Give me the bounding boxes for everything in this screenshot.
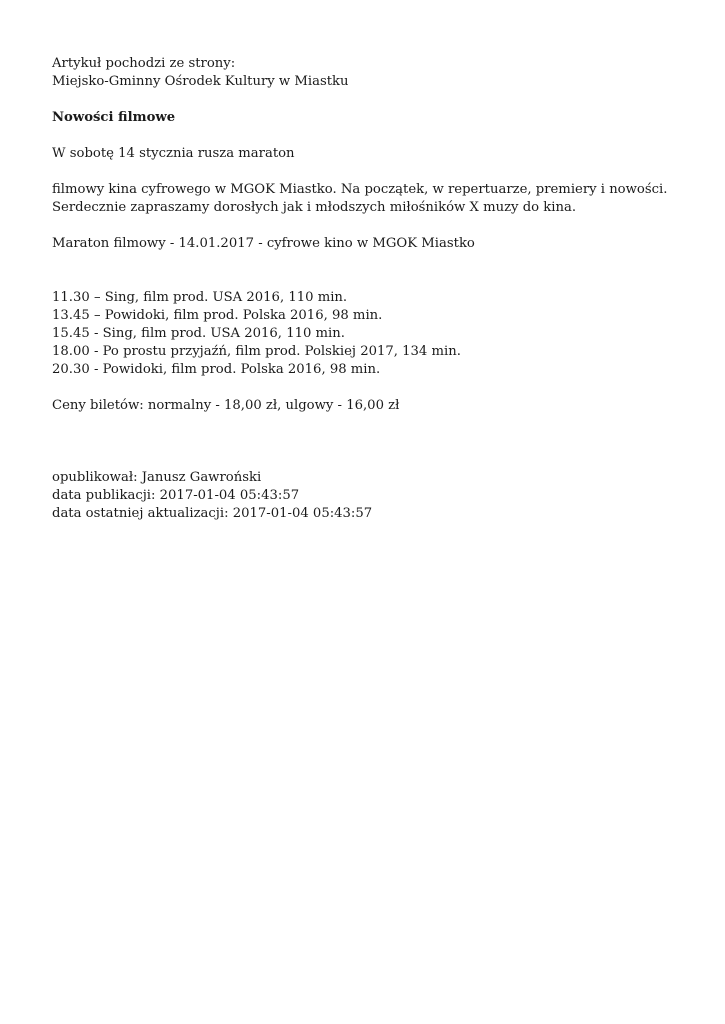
article-body [52, 181, 692, 217]
document-page [52, 55, 692, 523]
article-body-line: filmowy kina cyfrowego w MGOK Miastko. Na początek, w repertuarze, premiery i nowości. [52, 182, 668, 197]
article-title: Nowości filmowe [52, 110, 176, 125]
published-by: opublikował: Janusz Gawroński [52, 470, 262, 485]
article-body-line: Serdecznie zapraszamy dorosłych jak i młodszych miłośników X muzy do kina. [52, 200, 577, 215]
ticket-prices: Ceny biletów: normalny - 18,00 zł, ulgowy - 16,00 zł [52, 398, 400, 413]
marathon-heading: Maraton filmowy - 14.01.2017 - cyfrowe kino w MGOK Miastko [52, 236, 475, 251]
screening-schedule [52, 289, 692, 379]
source-organization: Miejsko-Gminny Ośrodek Kultury w Miastku [52, 74, 349, 89]
source-attribution [52, 55, 692, 91]
schedule-item: 13.45 – Powidoki, film prod. Polska 2016, 98 min. [52, 308, 383, 323]
article-lead: W sobotę 14 stycznia rusza maraton [52, 146, 295, 161]
source-label: Artykuł pochodzi ze strony: [52, 56, 236, 71]
schedule-item: 18.00 - Po prostu przyjaźń, film prod. Polskiej 2017, 134 min. [52, 344, 461, 359]
publication-meta [52, 469, 692, 523]
schedule-item: 20.30 - Powidoki, film prod. Polska 2016, 98 min. [52, 362, 381, 377]
schedule-item: 11.30 – Sing, film prod. USA 2016, 110 min. [52, 290, 348, 305]
published-date: data publikacji: 2017-01-04 05:43:57 [52, 488, 300, 503]
updated-date: data ostatniej aktualizacji: 2017-01-04 05:43:57 [52, 506, 373, 521]
schedule-item: 15.45 - Sing, film prod. USA 2016, 110 min. [52, 326, 345, 341]
